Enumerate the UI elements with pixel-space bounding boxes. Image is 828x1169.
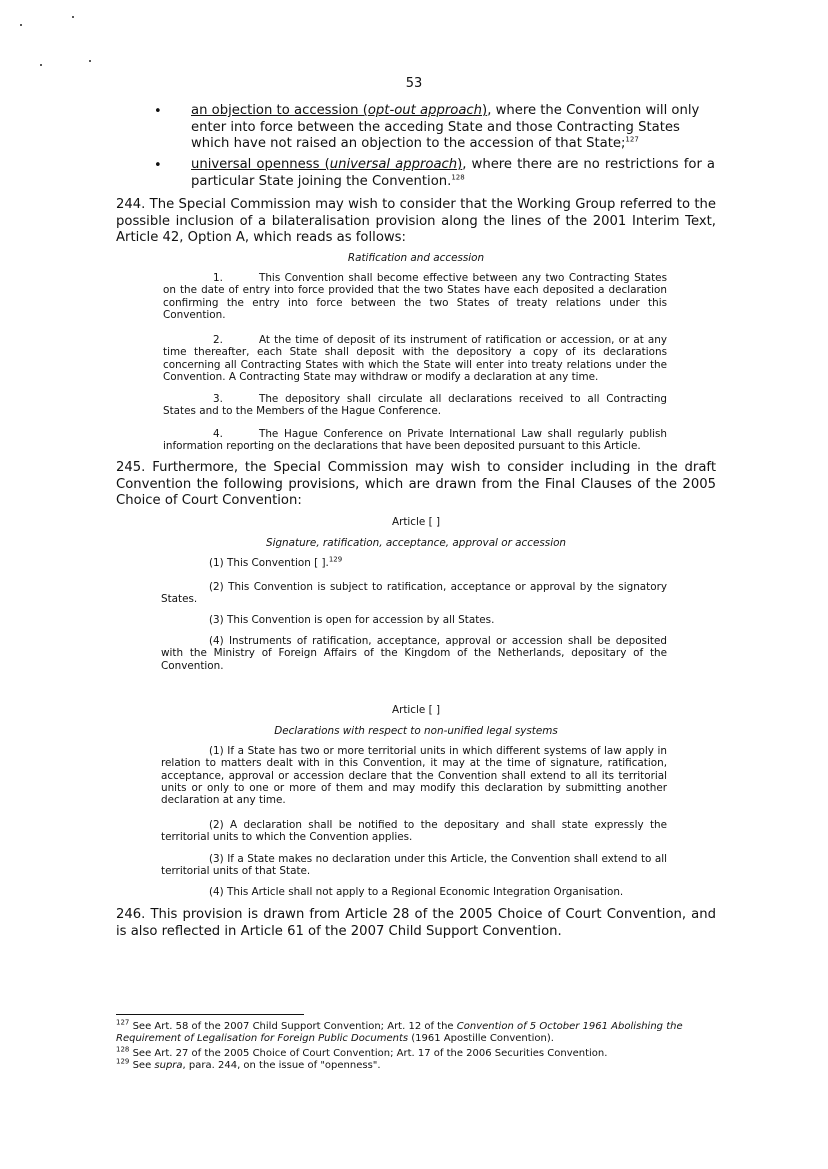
bullet-icon: • [154, 104, 162, 119]
article-title: Article [ ] [391, 516, 441, 528]
ratification-item: 2. At the time of deposit of its instrument of ratification or accession, or at any time thereafter, each State shall deposit with the depository a copy of its declarations concerning all Contracting States with which the State will enter into treaty relations under the Convention. A Contracting State may withdraw or modify a declaration at any time. [163, 334, 667, 383]
footnote-ref: 129 [328, 555, 343, 564]
bullet-lead: an objection to accession ( [191, 103, 368, 118]
article-item: (1) This Convention [ ].$^{129}$ [209, 555, 343, 569]
item-number: 4. [213, 428, 223, 440]
bullet-item [191, 103, 715, 153]
article-subtitle: Declarations with respect to non-unified legal systems [274, 725, 558, 737]
article-title: Article [ ] [391, 704, 441, 716]
ratification-heading: Ratification and accession [347, 252, 485, 264]
footnote: $^{129}$ See supra, para. 244, on the issue of "openness". [116, 1057, 381, 1071]
ratification-item: 4. The Hague Conference on Private International Law shall regularly publish information reporting on the declarations that have been deposited pursuant to this Article. [163, 428, 667, 453]
item-number: 2. [213, 334, 223, 346]
article-item: (4) Instruments of ratification, acceptance, approval or accession shall be deposited with the Ministry of Foreign Affairs of the Kingdom of the Netherlands, depositary of the Convention. [161, 635, 667, 672]
paragraph-246: 246. This provision is drawn from Article 28 of the 2005 Choice of Court Convention, and is also reflected in Article 61 of the 2007 Child Support Convention. [116, 907, 716, 939]
scan-speck [89, 60, 91, 62]
article-subtitle: Signature, ratification, acceptance, approval or accession [265, 537, 567, 549]
scan-speck [20, 24, 22, 26]
bullet-text: , where there are no restrictions for a particular State joining the Convention. [191, 157, 716, 189]
footnote: $^{128}$ See Art. 27 of the 2005 Choice of Court Convention; Art. 17 of the 2006 Securities Convention. [116, 1045, 608, 1059]
footnote-divider [116, 1014, 304, 1015]
page-number: 53 [405, 76, 423, 91]
item-number: 3. [213, 393, 223, 405]
bullet-text: , where the Convention will only enter into force between the acceding State and those Contracting States which have not raised an objection to the accession of that State; [191, 103, 700, 151]
footnote: $^{127}$ See Art. 58 of the 2007 Child Support Convention; Art. 12 of the Convention of 5 October 1961 Abolishing the Requirement of Legalisation for Foreign Public Documents (1961 Apostille Convention). [116, 1018, 683, 1044]
scan-speck [72, 16, 74, 18]
bullet-lead-italic: universal approach [329, 157, 458, 172]
paragraph-244: 244. The Special Commission may wish to consider that the Working Group referred to the possible inclusion of a bilateralisation provision along the lines of the 2001 Interim Text, Article 42, Option A, which reads as follows: [116, 197, 716, 245]
bullet-lead-italic: opt-out approach [367, 103, 483, 118]
article-item: (3) If a State makes no declaration under this Article, the Convention shall extend to all territorial units of that State. [161, 853, 667, 878]
bullet-lead-end: ) [482, 103, 488, 118]
article-item: (2) This Convention is subject to ratification, acceptance or approval by the signatory States. [161, 581, 667, 606]
item-number: 1. [213, 272, 223, 284]
bullet-item [191, 157, 715, 190]
ratification-item: 3. The depository shall circulate all declarations received to all Contracting States and to the Members of the Hague Conference. [163, 393, 667, 418]
paragraph-245: 245. Furthermore, the Special Commission may wish to consider including in the draft Convention the following provisions, which are drawn from the Final Clauses of the 2005 Choice of Court Convention: [116, 460, 716, 508]
bullet-lead: universal openness ( [191, 157, 330, 172]
bullet-icon: • [154, 158, 162, 173]
bullet-lead-end: ) [457, 157, 463, 172]
article-item: (1) If a State has two or more territorial units in which different systems of law apply in relation to matters dealt with in this Convention, it may at the time of signature, ratification, acceptance, approval or accession declare that the Convention shall extend to all its territorial units or only to one or more of them and may modify this declaration by submitting another declaration at any time. [161, 745, 667, 807]
footnote-ref: 127 [625, 135, 639, 144]
scan-speck [40, 64, 42, 66]
article-item: (4) This Article shall not apply to a Regional Economic Integration Organisation. [209, 886, 624, 898]
article-item: (2) A declaration shall be notified to the depositary and shall state expressly the territorial units to which the Convention applies. [161, 819, 667, 844]
ratification-item: 1. This Convention shall become effective between any two Contracting States on the date of entry into force provided that the two States have each deposited a declaration confirming the entry into force between the two States of treaty relations under this Convention. [163, 272, 667, 321]
article-item: (3) This Convention is open for accession by all States. [209, 614, 495, 626]
footnote-ref: 128 [451, 173, 465, 182]
